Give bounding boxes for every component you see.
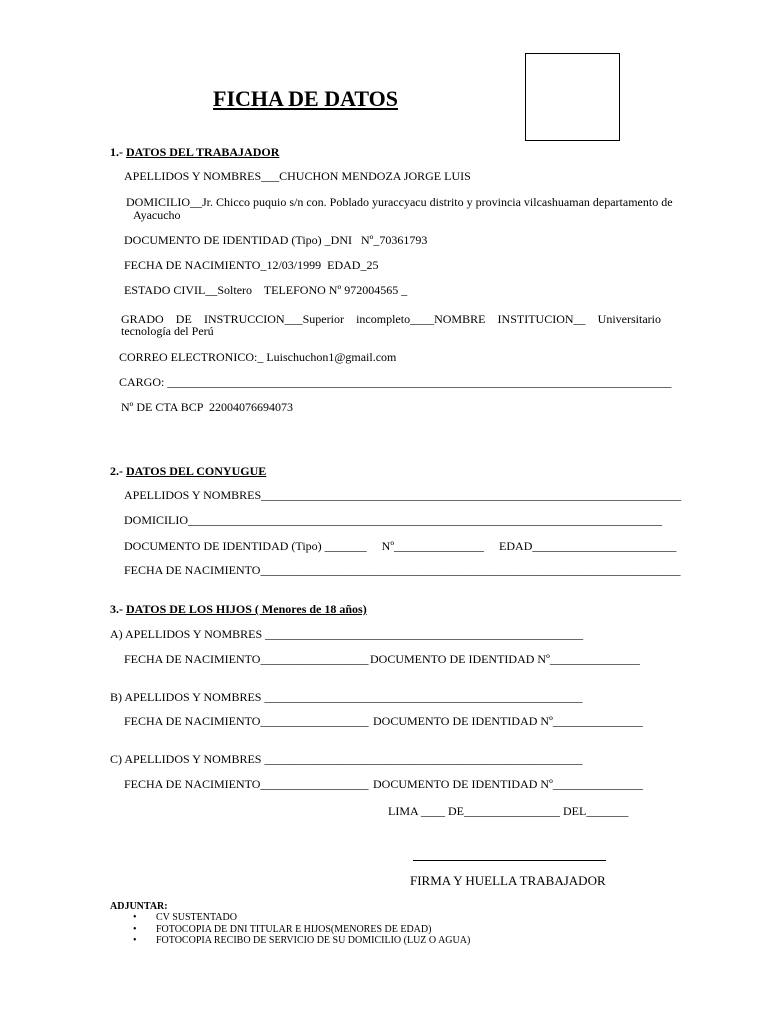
section-1-heading <box>110 145 279 159</box>
bullet-icon: • <box>133 935 137 946</box>
bullet-icon: • <box>133 923 137 935</box>
attachment-item <box>133 912 470 924</box>
child-b-birthdate-field: FECHA DE NACIMIENTO__________________ <box>124 714 369 728</box>
section-3-heading <box>110 602 367 616</box>
worker-address-field: DOMICILIO__Jr. Chicco puquio s/n con. Poblado yuraccyacu distrito y provincia vilcashuaman departamento de <box>126 195 673 209</box>
spouse-address-field: DOMICILIO_______________________________________________________________________________ <box>124 513 662 527</box>
section-2-heading <box>110 464 266 478</box>
section-1-title: DATOS DEL TRABAJADOR <box>126 145 280 159</box>
bullet-icon: • <box>133 912 137 923</box>
section-3-title: DATOS DE LOS HIJOS ( Menores de 18 años) <box>126 602 367 616</box>
worker-education-field: GRADO DE INSTRUCCION___Superior incompleto____NOMBRE INSTITUCION__ Universitario tecnología del Perú <box>121 312 661 338</box>
attachment-item-label: FOTOCOPIA DE DNI TITULAR E HIJOS(MENORES DE EDAD) <box>156 923 432 935</box>
child-c-birthdate-field: FECHA DE NACIMIENTO__________________ <box>124 777 369 791</box>
spouse-name-field: APELLIDOS Y NOMBRES______________________________________________________________________ <box>124 488 682 502</box>
section-1-number: 1.- <box>110 145 123 159</box>
child-b-id-field: DOCUMENTO DE IDENTIDAD Nº_______________ <box>373 714 643 728</box>
worker-bank-account-field: Nº DE CTA BCP 22004076694073 <box>121 400 293 414</box>
attachment-item <box>133 924 470 936</box>
worker-email-field: CORREO ELECTRONICO:_ Luischuchon1@gmail.com <box>119 350 397 364</box>
photo-box <box>525 53 620 141</box>
attachment-item <box>133 935 470 947</box>
worker-civil-status-field: ESTADO CIVIL__Soltero TELEFONO Nº 972004565 _ <box>124 283 408 297</box>
worker-id-field: DOCUMENTO DE IDENTIDAD (Tipo) _DNI Nº_70361793 <box>124 233 428 247</box>
spouse-id-field: DOCUMENTO DE IDENTIDAD (Tipo) _______ Nº_______________ EDAD________________________ <box>124 539 677 553</box>
child-a-name-field: A) APELLIDOS Y NOMBRES _____________________________________________________ <box>110 627 584 641</box>
worker-address-field-cont: Ayacucho <box>133 208 181 222</box>
child-a-birthdate-field: FECHA DE NACIMIENTO__________________ <box>124 652 369 666</box>
section-2-number: 2.- <box>110 464 123 478</box>
signature-line <box>413 860 606 861</box>
child-b-name-field: B) APELLIDOS Y NOMBRES _____________________________________________________ <box>110 690 583 704</box>
worker-birthdate-field: FECHA DE NACIMIENTO_12/03/1999 EDAD_25 <box>124 258 379 272</box>
place-date-line: LIMA ____ DE________________ DEL_______ <box>388 804 629 818</box>
attachment-item-label: CV SUSTENTADO <box>156 912 237 923</box>
section-3-number: 3.- <box>110 602 123 616</box>
child-a-id-field: DOCUMENTO DE IDENTIDAD Nº_______________ <box>370 652 640 666</box>
worker-position-field: CARGO: ____________________________________________________________________________________ <box>119 375 672 389</box>
attachment-item-label: FOTOCOPIA RECIBO DE SERVICIO DE SU DOMICILIO (LUZ O AGUA) <box>156 935 471 946</box>
worker-name-field: APELLIDOS Y NOMBRES___CHUCHON MENDOZA JORGE LUIS <box>124 169 471 183</box>
page-title: FICHA DE DATOS <box>213 86 399 111</box>
section-2-title: DATOS DEL CONYUGUE <box>126 464 267 478</box>
attachments-label: ADJUNTAR: <box>110 901 168 912</box>
spouse-birthdate-field: FECHA DE NACIMIENTO______________________________________________________________________ <box>124 563 681 577</box>
signature-label: FIRMA Y HUELLA TRABAJADOR <box>410 873 606 888</box>
child-c-id-field: DOCUMENTO DE IDENTIDAD Nº_______________ <box>373 777 643 791</box>
attachments-list <box>133 912 470 947</box>
child-c-name-field: C) APELLIDOS Y NOMBRES _____________________________________________________ <box>110 752 583 766</box>
